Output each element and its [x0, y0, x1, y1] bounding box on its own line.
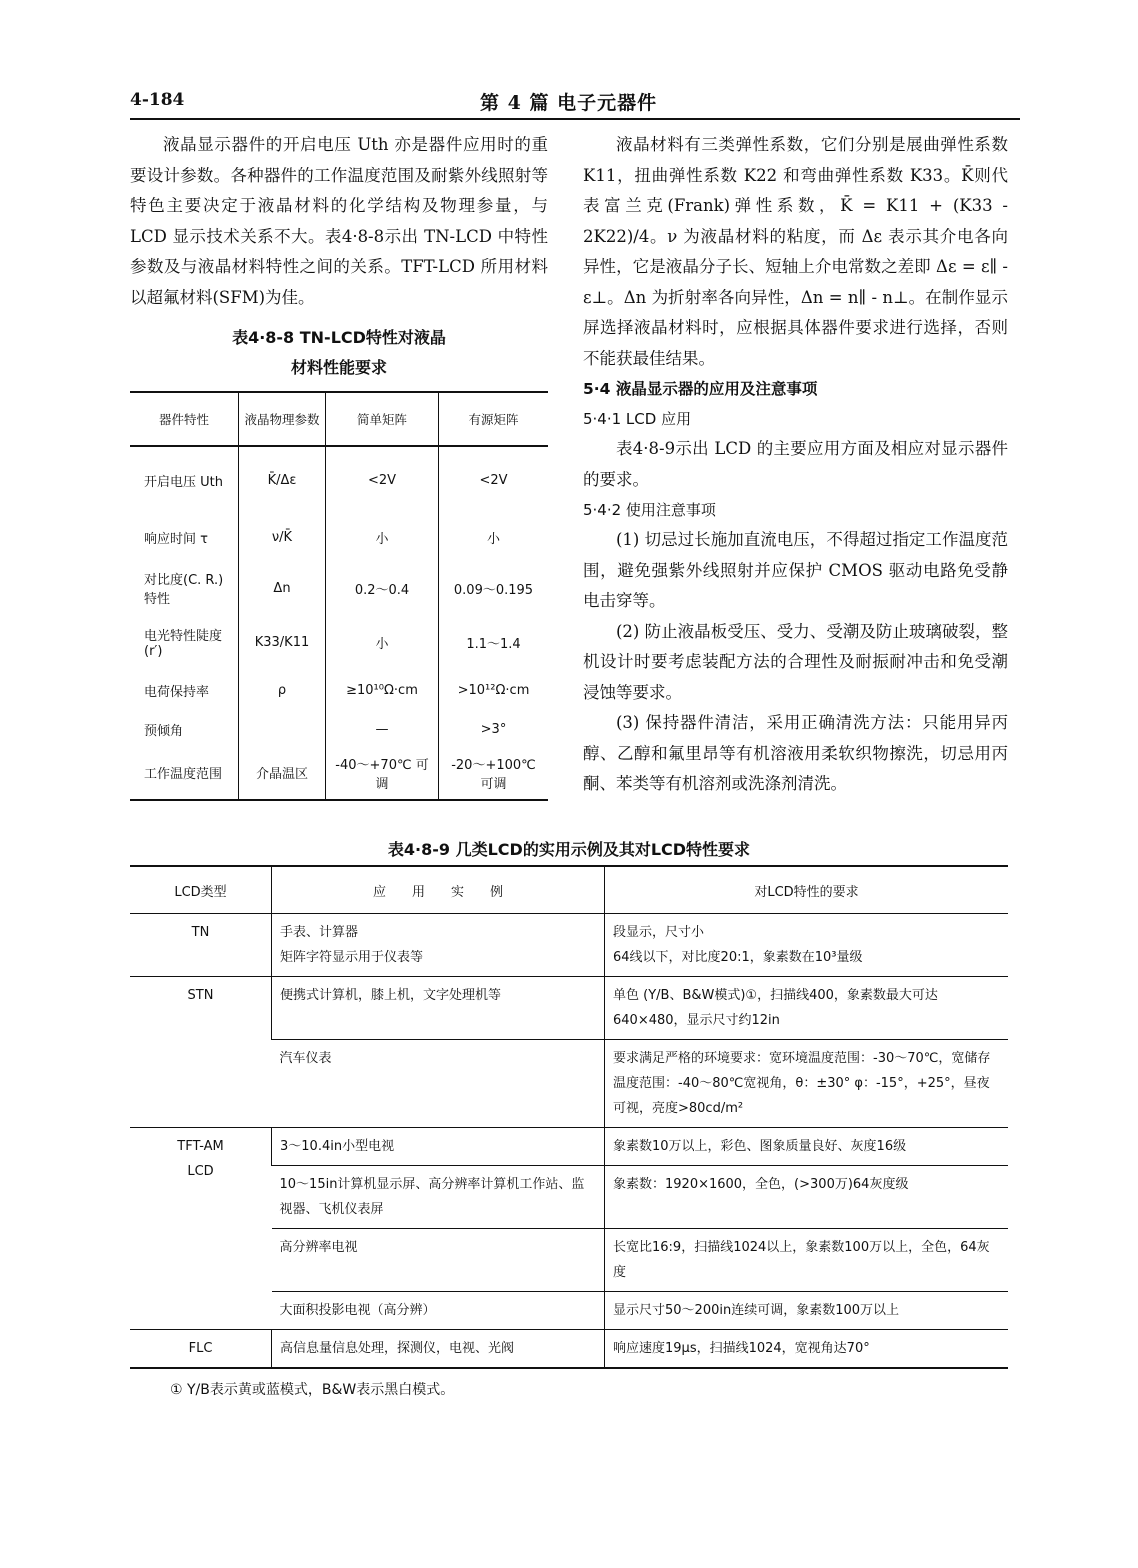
table-cell: 预倾角	[144, 723, 184, 739]
table-cell: 0.2～0.4	[326, 560, 439, 616]
table-cell: 介晶温区	[239, 746, 326, 800]
right-column	[583, 130, 1008, 800]
application-cell: 3～10.4in小型电视	[272, 1128, 605, 1166]
lcd-application-paragraph: 表4·8-9示出 LCD 的主要应用方面及相应对显示器件的要求。	[583, 439, 1008, 489]
table-cell: 对比度(C. R.)特性	[144, 573, 224, 607]
table-cell: 0.09～0.195	[439, 560, 549, 616]
table9-block	[130, 835, 1008, 1399]
application-cell: 高信息量信息处理，探测仪，电视、光阀	[272, 1330, 605, 1369]
table-row	[130, 514, 548, 560]
table-cell: 工作温度范围	[130, 746, 239, 800]
table-row	[130, 560, 548, 616]
usage-note-1: (1) 切忌过长施加直流电压，不得超过指定工作温度范围，避免强紫外线照射并应保护 CMOS 驱动电路免受静电击穿等。	[583, 530, 1008, 610]
left-column	[130, 130, 548, 801]
table-cell: 开启电压 Uth	[144, 475, 223, 490]
section-5-4-heading: 5·4 液晶显示器的应用及注意事项	[583, 380, 818, 398]
requirement-cell: 长宽比16:9，扫描线1024以上，象素数100万以上，全色，64灰度	[605, 1229, 1009, 1292]
table-row	[130, 616, 548, 668]
elastic-paragraph: 液晶材料有三类弹性系数，它们分别是展曲弹性系数 K11，扭曲弹性系数 K22 和弯曲弹性系数 K33。K̄则代表富兰克(Frank)弹性系数，K̄ = K11 + (K33 - 2K22)/4。ν 为液晶材料的粘度，而 Δε 表示其介电各向异性，它是液晶分子长、短轴上介电常数之差即 Δε = ε∥ - ε⊥。Δn 为折射率各向异性，Δn = n∥ - n⊥。在制作显示屏选择液晶材料时，应根据具体器件要求进行选择，否则不能获最佳结果。	[583, 135, 1008, 368]
table9-footnote: ① Y/B表示黄或蓝模式，B&W表示黑白模式。	[170, 1382, 455, 1398]
requirement-cell: 显示尺寸50～200in连续可调，象素数100万以上	[605, 1292, 1009, 1330]
table8-header: 有源矩阵	[439, 392, 549, 446]
table-cell: <2V	[439, 446, 549, 514]
section-5-4-1-heading: 5·4·1 LCD 应用	[583, 410, 692, 428]
application-cell: 便携式计算机，膝上机，文字处理机等	[272, 977, 605, 1040]
table9-header: 对LCD特性的要求	[605, 866, 1009, 914]
intro-paragraph: 液晶显示器件的开启电压 Uth 亦是器件应用时的重要设计参数。各种器件的工作温度范围及耐紫外线照射等特色主要决定于液晶材料的化学结构及物理参量，与 LCD 显示技术关系不大。表4·8-8示出 TN-LCD 中特性参数及与液晶材料特性之间的关系。TFT-LCD 所用材料以超氟材料(SFM)为佳。	[130, 135, 548, 307]
application-cell: 大面积投影电视（高分辨）	[272, 1292, 605, 1330]
usage-note-2: (2) 防止液晶板受压、受力、受潮及防止玻璃破裂，整机设计时要考虑装配方法的合理性及耐振耐冲击和免受潮浸蚀等要求。	[583, 621, 1008, 702]
table-cell: ρ	[239, 668, 326, 712]
section-5-4-2-heading: 5·4·2 使用注意事项	[583, 501, 716, 519]
table-cell: ν/K̄	[239, 514, 326, 560]
table-cell: 小	[326, 514, 439, 560]
table-cell: K33/K11	[239, 616, 326, 668]
table-row	[130, 712, 548, 746]
page-number: 4-184	[130, 90, 185, 110]
table-row	[130, 446, 548, 514]
requirement-cell: 单色 (Y/B、B&W模式)①，扫描线400，象素数最大可达640×480，显示尺寸约12in	[605, 977, 1009, 1040]
application-cell: 汽车仪表	[272, 1040, 605, 1128]
application-cell: 10～15in计算机显示屏、高分辨率计算机工作站、监视器、飞机仪表屏	[272, 1166, 605, 1229]
table9-header: 应 用 实 例	[272, 866, 605, 914]
table8-header: 简单矩阵	[326, 392, 439, 446]
table8-title: 表4·8-8 TN-LCD特性对液晶	[232, 328, 446, 347]
lcd-type-tn: TN	[130, 914, 272, 977]
table-cell: ≥10¹⁰Ω·cm	[326, 668, 439, 712]
requirement-cell: 响应速度19μs，扫描线1024，宽视角达70°	[605, 1330, 1009, 1369]
lcd-type-stn: STN	[130, 977, 272, 1128]
table-cell: 电光特性陡度(r′)	[144, 629, 223, 659]
requirement-cell: 段显示，尺寸小 64线以下，对比度20:1，象素数在10³量级	[605, 914, 1009, 977]
application-cell: 高分辨率电视	[272, 1229, 605, 1292]
table-row	[130, 1330, 1008, 1369]
table8-header: 液晶物理参数	[239, 392, 326, 446]
table-cell: —	[326, 712, 439, 746]
table-cell: 1.1～1.4	[439, 616, 549, 668]
table-cell: 响应时间 τ	[144, 531, 208, 547]
table-cell: 小	[326, 616, 439, 668]
usage-note-3: (3) 保持器件清洁，采用正确清洗方法：只能用异丙醇、乙醇和氟里昂等有机溶液用柔软织物擦洗，切忌用丙酮、苯类等有机溶剂或洗涤剂清洗。	[583, 713, 1008, 793]
table-cell: >3°	[439, 712, 549, 746]
table-cell: 小	[439, 514, 549, 560]
table9-header: LCD类型	[130, 866, 272, 914]
table8-subtitle: 材料性能要求	[290, 358, 387, 377]
table-row	[130, 914, 1008, 977]
table8-header: 器件特性	[130, 392, 239, 446]
table-row	[130, 668, 548, 712]
table-row	[130, 746, 548, 800]
table-cell: >10¹²Ω·cm	[439, 668, 549, 712]
table-4-8-9	[130, 865, 1008, 1369]
table-4-8-8	[130, 391, 548, 801]
requirement-cell: 要求满足严格的环境要求：宽环境温度范围：-30～70℃，宽储存温度范围：-40～80℃宽视角，θ：±30° φ：-15°，+25°，昼夜可视，亮度>80cd/m²	[605, 1040, 1009, 1128]
requirement-cell: 象素数10万以上，彩色、图象质量良好、灰度16级	[605, 1128, 1009, 1166]
table9-title: 表4·8-9 几类LCD的实用示例及其对LCD特性要求	[387, 840, 751, 859]
table-row	[130, 1128, 1008, 1166]
table-cell: Δn	[239, 560, 326, 616]
table-row	[130, 977, 1008, 1040]
table-cell	[239, 712, 326, 746]
lcd-type-flc: FLC	[130, 1330, 272, 1369]
table-cell: K̄/Δε	[239, 446, 326, 514]
table-cell: <2V	[326, 446, 439, 514]
table-cell: 电荷保持率	[144, 684, 210, 700]
page-header	[130, 88, 1020, 120]
table-cell: -20～+100℃ 可调	[439, 746, 549, 800]
application-cell: 手表、计算器 矩阵字符显示用于仪表等	[272, 914, 605, 977]
table-cell: -40～+70℃ 可调	[326, 746, 439, 800]
requirement-cell: 象素数：1920×1600，全色，(>300万)64灰度级	[605, 1166, 1009, 1229]
lcd-type-tft: TFT-AM LCD	[130, 1128, 272, 1330]
chapter-title: 第 4 篇 电子元器件	[480, 92, 658, 114]
